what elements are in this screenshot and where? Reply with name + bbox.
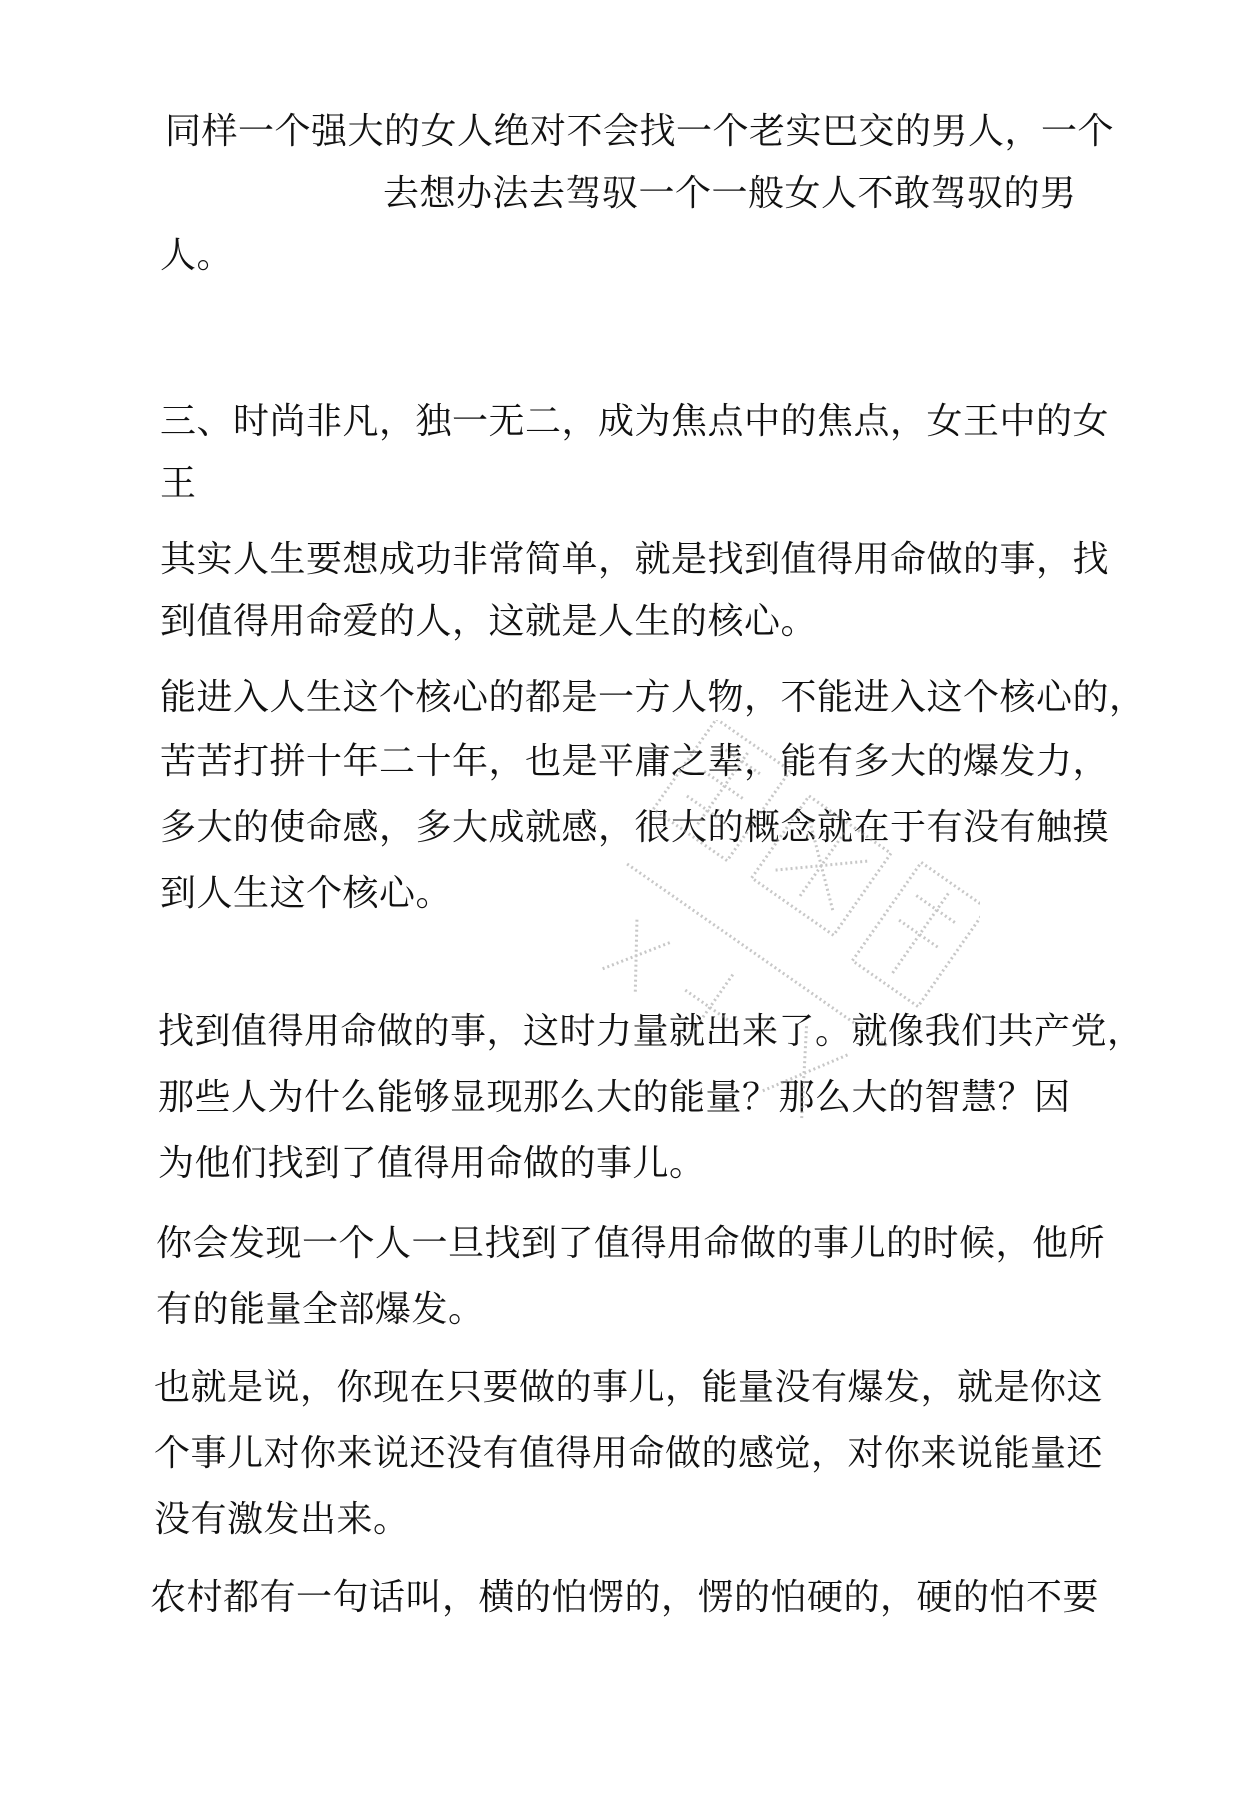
text-line-11: 到人生这个核心。 — [160, 873, 453, 914]
text-line-6: 其实人生要想成功非常简单，就是找到值得用命做的事，找 — [160, 539, 1110, 580]
text-line-7: 到值得用命爱的人，这就是人生的核心。 — [160, 601, 818, 642]
text-line-8: 能进入人生这个核心的都是一方人物，不能进入这个核心的， — [160, 677, 1146, 718]
text-line-1: 同样一个强大的女人绝对不会找一个老实巴交的男人，一个 — [165, 111, 1115, 152]
text-line-10: 多大的使命感，多大成就感，很大的概念就在于有没有触摸 — [160, 807, 1110, 848]
text-line-12: 找到值得用命做的事，这时力量就出来了。就像我们共产党， — [158, 1011, 1144, 1052]
text-line-17: 也就是说，你现在只要做的事儿，能量没有爆发，就是你这 — [154, 1367, 1104, 1408]
section-heading-line-1: 三、时尚非凡，独一无二，成为焦点中的焦点，女王中的女 — [160, 401, 1110, 442]
text-line-15: 你会发现一个人一旦找到了值得用命做的事儿的时候，他所 — [156, 1223, 1106, 1264]
text-line-19: 没有激发出来。 — [154, 1499, 410, 1540]
text-line-9: 苦苦打拼十年二十年，也是平庸之辈，能有多大的爆发力， — [160, 741, 1110, 782]
text-line-20: 农村都有一句话叫，横的怕愣的，愣的怕硬的，硬的怕不要 — [150, 1577, 1100, 1618]
text-line-3: 人。 — [160, 235, 234, 276]
text-line-2: 去想办法去驾驭一个一般女人不敢驾驭的男 — [383, 173, 1077, 214]
text-line-16: 有的能量全部爆发。 — [156, 1289, 485, 1330]
text-line-18: 个事儿对你来说还没有值得用命做的感觉，对你来说能量还 — [154, 1433, 1104, 1474]
text-line-14: 为他们找到了值得用命做的事儿。 — [158, 1143, 706, 1184]
text-line-13: 那些人为什么能够显现那么大的能量？那么大的智慧？因 — [158, 1077, 1071, 1118]
section-heading-line-2: 王 — [160, 463, 197, 504]
